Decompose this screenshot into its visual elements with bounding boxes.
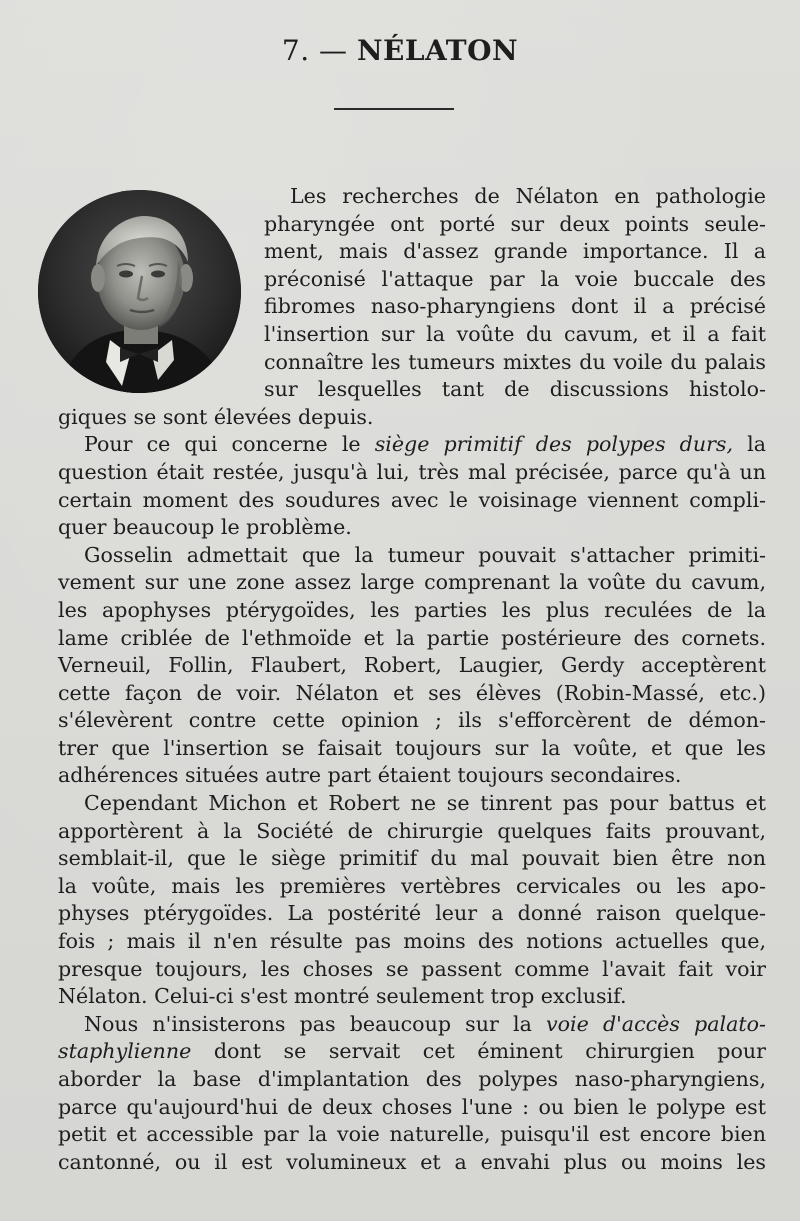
text-line-mixed — [58, 1011, 766, 1039]
chapter-number: 7. — — [281, 34, 348, 67]
text-line: aborder la base d'implantation des polypes naso-pharyngiens, — [58, 1067, 766, 1091]
wrapped-intro — [264, 183, 766, 404]
text-line: giques se sont élevées depuis. — [58, 404, 374, 429]
text-line: préconisé l'attaque par la voie buccale des — [264, 266, 766, 291]
text-line: adhérences situées autre part étaient toujours secondaires. — [58, 763, 682, 788]
text-line: Verneuil, Follin, Flaubert, Robert, Laugier, Gerdy acceptèrent — [58, 653, 766, 678]
text-line: Nélaton. Celui-ci s'est montré seulement trop exclusif. — [58, 984, 627, 1009]
text-line: presque toujours, les choses se passent comme l'avait fait voir — [58, 956, 766, 981]
italic-run: siège primitif des polypes durs, — [374, 432, 734, 457]
text-line: certain moment des soudures avec le voisinage viennent compli- — [58, 487, 766, 512]
text-line: apportèrent à la Société de chirurgie quelques faits prouvant, — [58, 818, 766, 843]
text-line: pharyngée ont porté sur deux points seule- — [264, 211, 766, 236]
text-line: petit et accessible par la voie naturelle, puisqu'il est encore bien — [58, 1122, 766, 1147]
chapter-title — [0, 34, 800, 67]
text-line: vement sur une zone assez large comprenant la voûte du cavum, — [58, 570, 766, 595]
body-text — [58, 183, 766, 1176]
text-line: la voûte, mais les premières vertèbres cervicales ou les apo- — [58, 873, 766, 898]
chapter-name: NÉLATON — [356, 34, 519, 67]
text-line: quer beaucoup le problème. — [58, 515, 352, 540]
text-line: cantonné, ou il est volumineux et a envahi plus ou moins les — [58, 1149, 766, 1174]
italic-run: staphylienne — [58, 1039, 192, 1064]
italic-run: voie d'accès palato- — [546, 1011, 767, 1036]
title-rule — [334, 108, 454, 110]
text-line: Gosselin admettait que la tumeur pouvait s'attacher primiti- — [84, 542, 766, 567]
text-line: fois ; mais il n'en résulte pas moins des notions actuelles que, — [58, 929, 766, 954]
text-run: dont se servait cet éminent chirurgien pour — [213, 1039, 766, 1064]
text-line: Les recherches de Nélaton en pathologie — [290, 184, 766, 208]
text-run: Nous n'insisterons pas beaucoup sur la — [84, 1011, 532, 1036]
text-line-mixed — [58, 1038, 766, 1066]
text-line: question était restée, jusqu'à lui, très mal précisée, parce qu'à un — [58, 459, 766, 484]
text-run: Pour ce qui concerne le — [84, 432, 361, 457]
text-line: ment, mais d'assez grande importance. Il a — [264, 239, 766, 264]
text-line-mixed — [58, 431, 766, 459]
text-line: s'élevèrent contre cette opinion ; ils s'efforcèrent de démon- — [58, 708, 766, 733]
text-line: sur lesquelles tant de discussions histolo- — [264, 377, 766, 402]
text-line: Cependant Michon et Robert ne se tinrent pas pour battus et — [84, 791, 766, 816]
text-line: semblait-il, que le siège primitif du mal pouvait bien être non — [58, 846, 766, 871]
text-run: la — [747, 432, 767, 457]
text-line: trer que l'insertion se faisait toujours sur la voûte, et que les — [58, 735, 766, 760]
text-line: cette façon de voir. Nélaton et ses élèves (Robin-Massé, etc.) — [58, 680, 766, 705]
text-line: les apophyses ptérygoïdes, les parties les plus reculées de la — [58, 597, 766, 622]
text-line: physes ptérygoïdes. La postérité leur a donné raison quelque- — [58, 901, 766, 926]
text-line: fibromes naso-pharyngiens dont il a précisé — [264, 294, 766, 319]
text-line: connaître les tumeurs mixtes du voile du palais — [264, 349, 766, 374]
text-line: l'insertion sur la voûte du cavum, et il a fait — [264, 321, 766, 346]
text-line: parce qu'aujourd'hui de deux choses l'une : ou bien le polype est — [58, 1094, 766, 1119]
text-line: lame criblée de l'ethmoïde et la partie postérieure des cornets. — [58, 625, 766, 650]
